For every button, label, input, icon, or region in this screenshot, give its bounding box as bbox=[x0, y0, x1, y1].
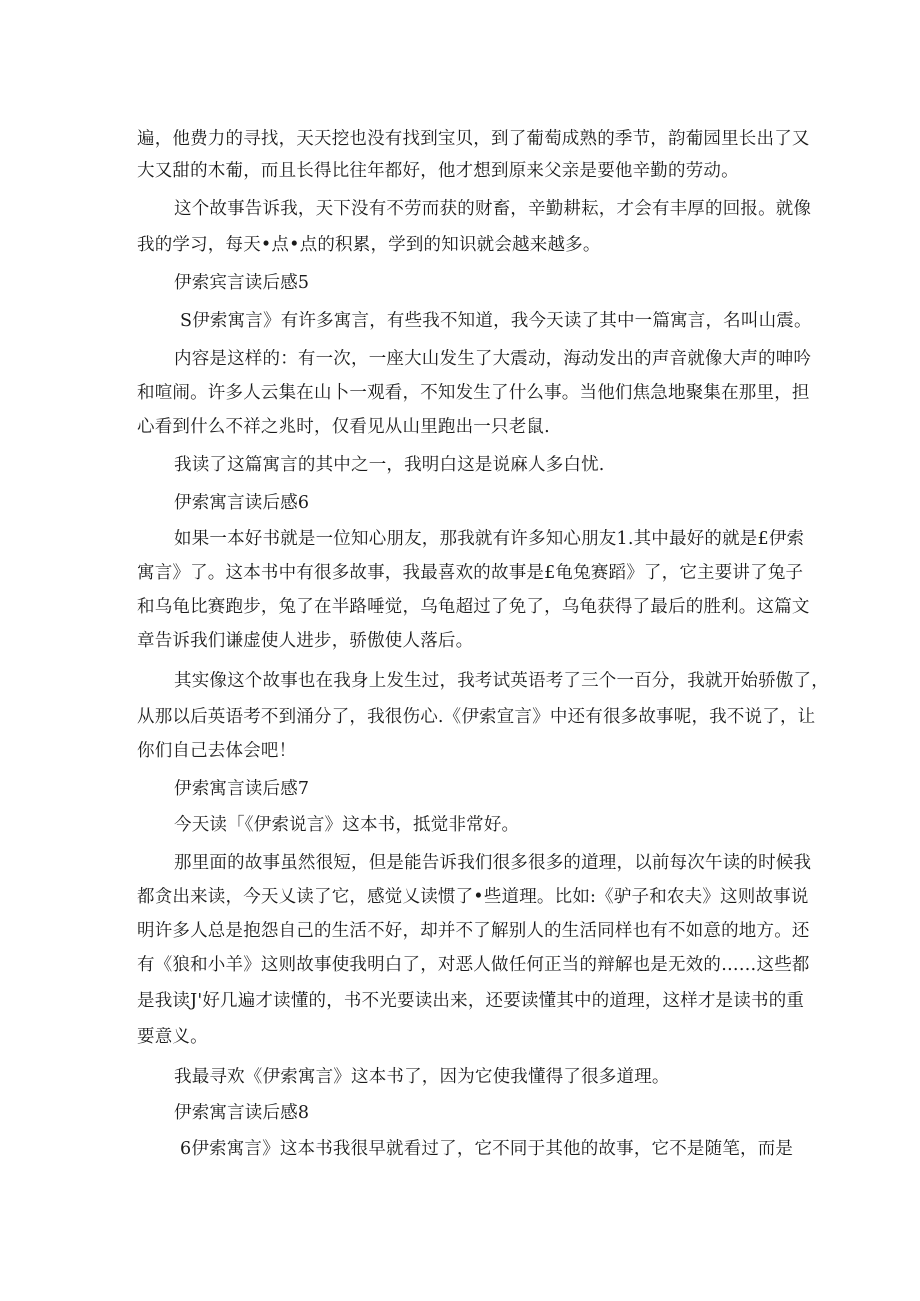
paragraph-line: 如果一本好书就是一位知心朋友，那我就有许多知心朋友1.其中最好的就是£伊索 bbox=[174, 529, 805, 549]
paragraph-line: 要意义。 bbox=[137, 1027, 208, 1047]
paragraph-line: 6伊索寓言》这本书我很早就看过了，它不同于其他的故事，它不是随笔，而是 bbox=[180, 1139, 794, 1159]
paragraph-line: 这个故事告诉我，天下没有不劳而获的财畜，辛勤耕耘，才会有丰厚的回报。就像 bbox=[174, 199, 812, 219]
section-heading: 伊索寓言读后感6 bbox=[174, 493, 310, 513]
paragraph-line: 章告诉我们谦虚使人进步，骄傲使人落后。 bbox=[137, 631, 474, 651]
paragraph-line: 那里面的故事虽然很短，但是能告诉我们很多很多的道理，以前每次午读的时候我 bbox=[174, 853, 812, 873]
paragraph-line: 寓言》了。这本书中有很多故事，我最喜欢的故事是£龟兔赛蹈》了，它主要讲了兔子 bbox=[137, 563, 804, 583]
paragraph-line: 心看到什么不祥之兆时，仅看见从山里跑出一只老鼠. bbox=[137, 417, 550, 437]
paragraph-line: S伊索寓言》有许多寓言，有些我不知道，我今天读了其中一篇寓言，名叫山震。 bbox=[180, 311, 812, 331]
paragraph-line: 都贪出来读，今天乂读了它，感觉乂读惯了•些道理。比如:《驴子和农夫》这则故事说 bbox=[137, 887, 809, 907]
paragraph-line: 大又甜的木葡，而且长得比往年都好，他才想到原来父亲是要他辛勤的劳动。 bbox=[137, 161, 739, 181]
paragraph-line: 今天读「《伊索说言》这本书，抵觉非常好。 bbox=[174, 815, 520, 835]
paragraph-line: 其实像这个故事也在我身上发生过，我考试英语考了三个一百分，我就开始骄傲了， bbox=[174, 671, 829, 691]
paragraph-line: 和喧闹。许多人云集在山卜一观看，不知发生了什么事。当他们焦急地聚集在那里，担 bbox=[137, 383, 810, 403]
paragraph-line: 是我读J'好几遍才读懂的，书不光要读出来，还要读懂其中的道理，这样才是读书的重 bbox=[137, 991, 805, 1011]
section-heading: 伊索寓言读后感8 bbox=[174, 1103, 310, 1123]
paragraph-line: 我最寻欢《伊索寓言》这本书了，因为它使我懂得了很多道理。 bbox=[174, 1067, 670, 1087]
paragraph-line: 你们自己去体会吧！ bbox=[137, 741, 297, 761]
paragraph-line: 和乌龟比赛跑步，兔了在半路唾觉，乌龟超过了免了，乌龟获得了最后的胜利。这篇文 bbox=[137, 597, 810, 617]
paragraph-line: 我读了这篇寓言的其中之一，我明白这是说麻人多白忧. bbox=[174, 455, 605, 475]
paragraph-line: 遍，他费力的寻找，天天挖也没有找到宝贝，到了葡萄成熟的季节，韵葡园里长出了又 bbox=[137, 129, 810, 149]
paragraph-line: 有《狼和小羊》这则故事使我明白了，对恶人做任何正当的辩解也是无效的……这些都 bbox=[137, 955, 810, 975]
section-heading: 伊索寓言读后感7 bbox=[174, 779, 310, 799]
paragraph-line: 内容是这样的：有一次，一座大山发生了大震动，海动发出的声音就像大声的呻吟 bbox=[174, 349, 812, 369]
paragraph-line: 我的学习，每天•点•点的积累，学到的知识就会越来越多。 bbox=[137, 235, 601, 255]
section-heading: 伊索宾言读后感5 bbox=[174, 273, 310, 293]
paragraph-line: 从那以后英语考不到涌分了，我很伤心.《伊索宣言》中还有很多故事呢，我不说了，让 bbox=[137, 707, 816, 727]
paragraph-line: 明许多人总是抱怨自己的生活不好，却并不了解别人的生活同样也有不如意的地方。还 bbox=[137, 921, 810, 941]
